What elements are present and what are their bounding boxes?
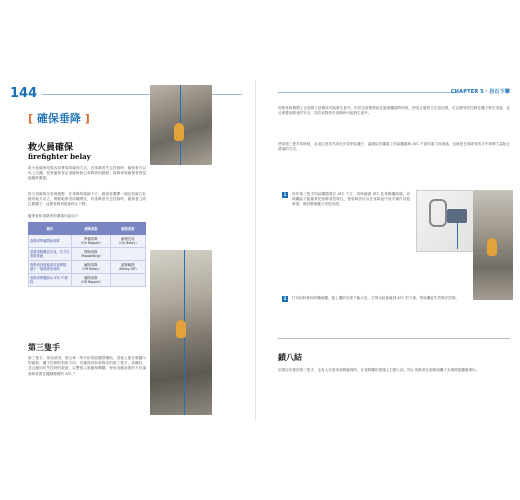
right-page xyxy=(278,80,510,420)
step-number: 2 xyxy=(283,296,287,301)
table-header-cell: 動作 xyxy=(29,223,72,235)
heading-firefighter-belay-en: firefighter belay xyxy=(28,152,91,161)
table-header-cell: 確保者說 xyxy=(110,223,145,235)
table-cell: 確保解除 （Belay Off） xyxy=(110,261,145,274)
table-cell: 垂降者將繩卸出 ATC 中移除 xyxy=(29,274,72,287)
table-row xyxy=(29,274,146,287)
table-row xyxy=(29,261,146,274)
table-cell xyxy=(110,248,145,261)
paragraph-1: 即使垂降期間上去垂降主是鎖或可能發生意外，仍然也需要發結在確保繩端的時候，使用正確的方法是這樣，可以輕易的控制住繩子發生墜落，並且保護垂降者的安全，以防垂降者在垂降時可能發生意外。 xyxy=(278,106,510,116)
section-title-text: 確保垂降 xyxy=(36,112,81,125)
book-spine xyxy=(255,80,256,420)
photo-climber-right xyxy=(473,190,513,300)
table-cell: 開始垂降 （Rappelling） xyxy=(72,248,111,261)
table-cell: 解除垂降 （Off Rappel） xyxy=(72,274,111,287)
page-number: 144 xyxy=(10,86,38,101)
left-page xyxy=(10,80,242,420)
table-cell: 準備垂降 （On Rappel） xyxy=(72,235,111,248)
table-row xyxy=(29,235,146,248)
carabiner-icon xyxy=(429,199,447,227)
header-rule xyxy=(42,94,242,95)
climber-figure xyxy=(174,123,184,141)
section-title: [ 確保垂降 ] xyxy=(28,112,90,125)
divider xyxy=(278,338,510,339)
table-cell: 垂降者到達地面或垂降點，讓下一個垂降者垂降 xyxy=(29,261,72,274)
paragraph-2: 使用第三隻手的時候，必須注意其作用在於控制住繩子，讓連結在繩頭上的結繩器與 ATC 不會因重力而滑落，也就是在垂降者的手中發揮力量阻止滑落的方式。 xyxy=(278,142,510,152)
step-number: 1 xyxy=(283,192,287,197)
communication-table xyxy=(28,222,146,287)
heading-firefighter-belay-cn: 救火員確保 xyxy=(28,143,74,153)
table-intro: 確保者和垂降者的溝通可能如下： xyxy=(28,214,82,218)
paragraph-third-hand: 第三隻手，即為使用，第五章一所介紹的結繩型輔助，香巷上便在範圍內的確保，繩子控制的對象不同，若確保者和垂降者的第三隻手，拳繩好，並且運用於失控時的救援，以雙後人制確保機構，使用這種前進的方法讓垂降者握住繩頭輕輕的 ATC ？ xyxy=(28,356,146,376)
heading-third-hand: 第三隻手 xyxy=(28,343,60,352)
step-text: 用作第三隻手的結繩器要在 ATC 下方，同時繞過 ATC 及垂降繩兩頭，這樣繩結才能確實把垂降者控制住，使垂降者可以在垂降途中放手操作其他事情，例如整理繩子或是拍照。 xyxy=(292,192,410,207)
header-rule xyxy=(278,92,458,93)
table-cell: 解除垂降 （Off Belay） xyxy=(72,261,111,274)
photo-belayer xyxy=(150,85,212,165)
table-row xyxy=(29,248,146,261)
table-header-cell: 垂降者說 xyxy=(72,223,111,235)
paragraph-2: 救火員確保另有個重點：在垂降的路線下方，確保者選擇一個沒有落石危險的地方站立，輕輕地將者兩繩帶住，若垂降者失去控制時，確保者立即拉緊繩子，這樣垂降者便會停止下降。 xyxy=(28,192,146,207)
rope-line xyxy=(457,223,458,249)
photo-rappeller xyxy=(150,250,212,415)
atc-device-icon xyxy=(447,209,467,223)
paragraph-1: 救火員確保是較容易實現的確保方式，若垂降者失去控制時，確保者可以馬上拉繩，但是確保者必須隨時留心垂降者的動靜，垂降者與確保者則是能隨時溝通。 xyxy=(28,166,146,181)
chapter-label: CHAPTER 5・岩石下攀 xyxy=(450,89,510,95)
table-cell: 垂降者脫離並完成，拉力於垂降系統 xyxy=(29,248,72,261)
heading-figure-eight: 鎖八結 xyxy=(278,353,302,362)
step-text: 打勾結時使用的輔助繩，粗上繩的長度不能太長，否則勾結會碰到 ATC 的下緣，導致繩結失效無法控制。 xyxy=(292,296,460,300)
paragraph-figure-eight: 如果沒有使用第三隻手，也有人在使用垂降確保時，在垂降繩的兩頭上打鎖八結，防止垂降者在垂降到繩子末端時從繩頭滑出。 xyxy=(278,368,480,372)
table-cell: 垂降者準備開始垂降 xyxy=(29,235,72,248)
table-cell: 確保完成 （On Belay） xyxy=(110,235,145,248)
climber-figure xyxy=(487,238,497,256)
table-cell xyxy=(110,274,145,287)
climber-figure xyxy=(176,320,186,338)
table-header-row xyxy=(29,223,146,235)
